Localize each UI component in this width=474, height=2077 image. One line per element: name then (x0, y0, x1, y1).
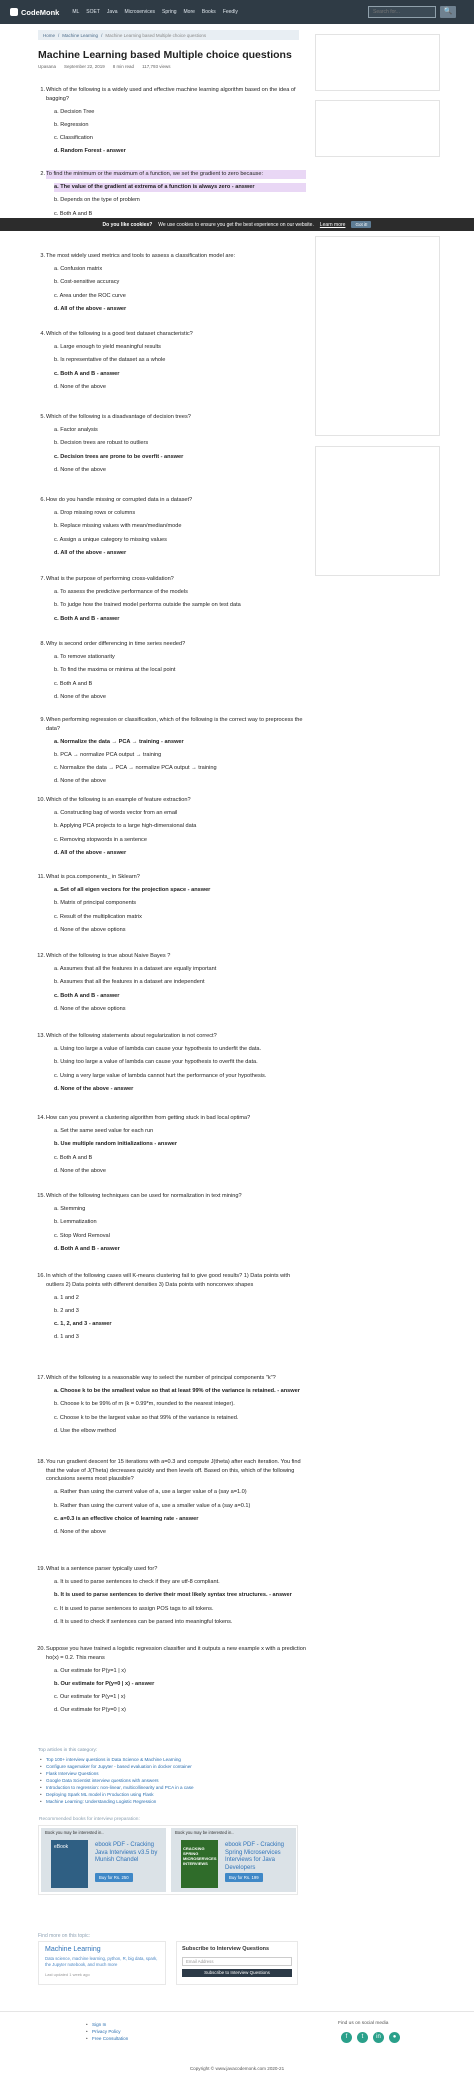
answer-option: d. None of the above (54, 1528, 106, 1535)
question-item (40, 252, 306, 313)
answer-option: c. Both A and B (54, 1154, 93, 1161)
question-item (40, 640, 306, 701)
answer-option: c. Both A and B - answer (54, 370, 120, 377)
nav-item-spring[interactable]: Spring (162, 9, 177, 15)
topic-updated: Last updated 1 week ago (45, 1972, 90, 1977)
answer-option: a. Constructing bag of words vector from an email (54, 810, 178, 817)
github-icon[interactable]: ● (389, 2032, 400, 2043)
nav-item-soet[interactable]: SOET (86, 9, 100, 15)
question-text: To find the minimum or the maximum of a function, we set the gradient to zero because: (46, 170, 306, 179)
topic-description: Data science, machine learning, python, R, big data, spark, the Jupyter notebook, and much more (45, 1956, 158, 1967)
question-text: Which of the following is a good test dataset characteristic? (46, 331, 193, 337)
answer-option: d. None of the above (54, 778, 106, 785)
recommended-title: Recommended books for interview preparation: (39, 1817, 140, 1822)
question-text: Which of the following is an example of feature extraction? (46, 797, 191, 803)
breadcrumb-current: Machine Learning based Multiple choice questions (105, 32, 207, 38)
buy-button[interactable]: Buy for Rs. 199 (225, 1873, 263, 1882)
linkedin-icon[interactable]: in (373, 2032, 384, 2043)
question-number: 17. (37, 1375, 45, 1381)
nav-item-feedly[interactable]: Feedly (222, 9, 238, 15)
question-text: In which of the following cases will K-means clustering fail to give good results? 1) Data points with outliers 2) Data points with different densities 3) Data points with nonconvex shapes (46, 1273, 291, 1288)
related-link[interactable]: • Deploying Spark ML model in Production using Flask (38, 1791, 298, 1798)
question-text: What is pca.components_ in Sklearn? (46, 874, 140, 880)
question-number: 19. (37, 1566, 45, 1572)
copyright: Copyright © www.javacodemonk.com 2020-21 (189, 2066, 285, 2071)
question-number: 16. (37, 1273, 45, 1279)
book-card[interactable] (171, 1828, 296, 1892)
answer-option: b. Applying PCA projects to a large high-dimensional data (54, 823, 197, 830)
footer (0, 2011, 474, 2077)
question-item (37, 1458, 306, 1537)
question-text: How do you handle missing or corrupted data in a dataset? (46, 497, 193, 503)
nav-item-books[interactable]: Books (201, 9, 216, 15)
find-more-title: Find more on this topic: (38, 1933, 90, 1939)
answer-option: b. PCA → normalize PCA output → training (54, 751, 162, 758)
answer-option: a. Stemming (54, 1206, 86, 1213)
answer-option: b. Choose k to be 99% of m (k = 0.99*m, rounded to the nearest integer). (54, 1401, 235, 1408)
book-title[interactable]: ebook PDF - Cracking Java Interviews v3.5 by Munish Chandel (95, 1842, 158, 1863)
question-item (37, 1114, 306, 1175)
question-text: When performing regression or classification, which of the following is the correct way to preprocess the data? (46, 717, 303, 732)
answer-option: b. It is used to parse sentences to derive their most likely syntax tree structures. - answer (54, 1592, 292, 1599)
sidebar-ad-1 (315, 34, 440, 91)
question-text: What is the purpose of performing cross-validation? (46, 576, 174, 582)
question-number: 13. (37, 1033, 45, 1039)
answer-option: d. None of the above (54, 466, 106, 473)
question-number: 20. (37, 1646, 45, 1652)
question-text: Which of the following techniques can be used for normalization in text mining? (46, 1193, 242, 1199)
answer-option: d. Both A and B - answer (54, 1245, 120, 1252)
question-item (37, 796, 306, 857)
topic-title[interactable]: Machine Learning (45, 1946, 101, 1953)
answer-option: b. Assumes that all the features in a dataset are independent (54, 979, 205, 986)
question-number: 9. (40, 717, 45, 723)
subscribe-box (176, 1941, 298, 1985)
search-input[interactable] (368, 6, 436, 18)
question-text: What is a sentence parser typically used for? (46, 1566, 158, 1572)
question-number: 6. (40, 497, 45, 503)
question-number: 2. (40, 171, 45, 177)
related-link[interactable]: • Google Data Scientist interview questions with answers (38, 1777, 298, 1784)
answer-option: a. Factor analysis (54, 427, 98, 434)
answer-option: c. Our estimate for P(y=1 | x) (54, 1694, 126, 1701)
question-text: Which of the following statements about regularization is not correct? (46, 1033, 217, 1039)
answer-option: d. It is used to check if sentences can be parsed into meaningful tokens. (54, 1618, 233, 1625)
question-number: 1. (40, 87, 45, 93)
answer-option: d. All of the above - answer (54, 305, 127, 312)
question-item (37, 1565, 306, 1626)
question-item (37, 1032, 306, 1093)
question-item (37, 1645, 306, 1715)
answer-option: b. Cost-sensitive accuracy (54, 279, 120, 286)
breadcrumb-category[interactable]: Machine Learning (62, 32, 99, 38)
cookie-heading: Do you like cookies? (102, 221, 153, 228)
footer-link-consultation[interactable]: • Free Consultation (86, 2035, 128, 2042)
book-card-header: Book you may be interested in.. (175, 1830, 234, 1835)
answer-option: c. Assign a unique category to missing values (54, 536, 167, 543)
question-item (40, 330, 306, 391)
twitter-icon[interactable]: t (357, 2032, 368, 2043)
answer-option: d. 1 and 3 (54, 1334, 79, 1341)
answer-option: c. Choose k to be the largest value so that 99% of the variance is retained. (54, 1414, 239, 1421)
question-text: Which of the following is a reasonable way to select the number of principal components "k"? (46, 1375, 276, 1381)
question-number: 14. (37, 1115, 45, 1121)
social-title: Find us on social media (338, 2021, 389, 2026)
view-count: 117,793 views (142, 64, 171, 69)
answer-option: a. Normalize the data → PCA → training - answer (54, 738, 184, 745)
page-title: Machine Learning based Multiple choice questions (38, 49, 292, 61)
question-item (37, 1192, 306, 1253)
answer-option: d. None of the above (54, 383, 106, 390)
answer-option: a. Large enough to yield meaningful results (54, 344, 161, 351)
question-number: 18. (37, 1459, 45, 1465)
related-link[interactable]: • Introduction to regression: non-linear, multicollinearity and PCA in a case (38, 1784, 298, 1791)
answer-option: a. To assess the predictive performance of the models (54, 589, 188, 596)
question-number: 12. (37, 953, 45, 959)
question-text: Which of the following is a widely used and effective machine learning algorithm based on the idea of bagging? (46, 87, 296, 102)
sidebar-ad-4 (315, 446, 440, 576)
book-cover-image (181, 1840, 218, 1888)
recommended-books (38, 1817, 298, 1895)
logo-icon (10, 8, 18, 16)
related-title: Top articles in this category: (38, 1748, 98, 1753)
footer-link-signin[interactable]: • Sign In (86, 2021, 128, 2028)
question-text: Which of the following is true about Naive Bayes ? (46, 953, 171, 959)
answer-option: a. Decision Tree (54, 108, 95, 115)
answer-option: b. Replace missing values with mean/median/mode (54, 523, 182, 530)
answer-option: a. Our estimate for P(y=1 | x) (54, 1667, 126, 1674)
answer-option: a. Set of all eigen vectors for the projection space - answer (54, 887, 211, 894)
article-meta (38, 64, 171, 69)
answer-option: c. Normalize the data → PCA → normalize PCA output → training (54, 765, 217, 772)
related-link[interactable]: • Machine Learning: Understanding Logistic Regression (38, 1798, 298, 1805)
related-link[interactable]: • Top 100+ interview questions in Data Science & Machine Learning (38, 1756, 298, 1763)
breadcrumb: Home / Machine Learning / Machine Learning based Multiple choice questions (38, 30, 299, 40)
footer-link-privacy[interactable]: • Privacy Policy (86, 2028, 128, 2035)
question-text: You run gradient descent for 15 iterations with a=0.3 and compute J(theta) after each iteration. You find that the value of J(Theta) decreases quickly and then levels off. Based on this, which of the following conclusions seems most plausible? (46, 1459, 301, 1483)
answer-option: b. Our estimate for P(y=0 | x) - answer (54, 1680, 155, 1687)
answer-option: d. All of the above - answer (54, 549, 127, 556)
answer-option: b. Using too large a value of lambda can cause your hypothesis to overfit the data. (54, 1059, 258, 1066)
question-number: 10. (37, 797, 45, 803)
question-item (37, 1272, 306, 1342)
answer-option: b. Rather than using the current value of a, use a smaller value of a (say a=0.1) (54, 1502, 251, 1509)
answer-option: c. Using a very large value of lambda cannot hurt the performance of your hypothesis. (54, 1072, 267, 1079)
read-time: 8 min read (112, 64, 135, 69)
book-cover-label: CRACKING SPRING MICROSERVICES INTERVIEWS (183, 1846, 217, 1866)
answer-option: d. Use the elbow method (54, 1427, 116, 1434)
question-item (40, 575, 306, 623)
book-cover-image (51, 1840, 88, 1888)
author-name[interactable]: Upasana (38, 64, 57, 69)
answer-option: a. 1 and 2 (54, 1294, 79, 1301)
search-button[interactable] (440, 6, 456, 18)
answer-option: b. Depends on the type of problem (54, 197, 140, 204)
answer-option: c. Classification (54, 135, 93, 142)
answer-option: b. To find the maxima or minima at the local point (54, 667, 176, 674)
book-cover-label: eBook (54, 1844, 69, 1850)
answer-option: a. Confusion matrix (54, 266, 103, 273)
answer-option: d. Our estimate for P(y=0 | x) (54, 1707, 126, 1714)
answer-option: d. All of the above - answer (54, 849, 127, 856)
subscribe-button[interactable]: Subscribe to Interview Questions (182, 1969, 292, 1977)
question-item (40, 413, 306, 474)
question-text: Suppose you have trained a logistic regression classifier and it outputs a new example x with a prediction ho(x) = 0.2. This means (46, 1646, 306, 1661)
question-item (37, 873, 306, 934)
cookie-banner (0, 218, 474, 231)
answer-option: d. Random Forest - answer (54, 148, 126, 155)
question-text: How can you prevent a clustering algorithm from getting stuck in bad local optima? (46, 1115, 251, 1121)
question-item (40, 86, 306, 156)
publish-date: September 22, 2019 (64, 64, 105, 69)
related-link[interactable]: • Configure sagemaker for Jupyter - based evaluation in docker container (38, 1763, 298, 1770)
site-logo[interactable]: CodeMonk (10, 8, 59, 17)
answer-option: c. Result of the multiplication matrix (54, 913, 142, 920)
answer-option: b. Decision trees are robust to outliers (54, 440, 149, 447)
question-item (37, 1374, 306, 1435)
cookie-text: We use cookies to ensure you get the best experience on our website. (158, 221, 314, 228)
answer-option: b. Regression (54, 121, 89, 128)
book-card-header: Book you may be interested in.. (45, 1830, 104, 1835)
answer-option: a. Assumes that all the features in a dataset are equally important (54, 966, 217, 973)
answer-option: a. Choose k to be the smallest value so that at least 99% of the variance is retained. - answer (54, 1388, 300, 1395)
nav-item-java[interactable]: Java (106, 9, 118, 15)
answer-option: a. It is used to parse sentences to check if they are utf-8 compliant. (54, 1579, 220, 1586)
question-item (37, 952, 306, 1013)
sidebar-ad-2 (315, 100, 440, 157)
answer-option: a. Using too large a value of lambda can cause your hypothesis to underfit the data. (54, 1046, 262, 1053)
buy-button[interactable]: Buy for Rs. 250 (95, 1873, 133, 1882)
cookie-learn-more-link[interactable]: Learn more (319, 221, 346, 228)
related-articles (38, 1747, 298, 1805)
answer-option: a. Rather than using the current value of a, use a larger value of a (say a=1.0) (54, 1489, 247, 1496)
answer-option: c. 1, 2, and 3 - answer (54, 1321, 112, 1328)
answer-option: b. Lemmatization (54, 1219, 97, 1226)
nav-item-microservices[interactable]: Microservices (124, 9, 156, 15)
answer-option: b. Is representative of the dataset as a whole (54, 357, 166, 364)
answer-option: d. None of the above (54, 1167, 106, 1174)
answer-option: c. Removing stopwords in a sentence (54, 836, 147, 843)
book-card[interactable] (41, 1828, 166, 1892)
email-field[interactable]: Email Address (182, 1957, 292, 1966)
footer-links (86, 2021, 128, 2042)
question-number: 4. (40, 331, 45, 337)
answer-option: d. None of the above (54, 693, 106, 700)
question-item (40, 716, 306, 786)
answer-option: a. Drop missing rows or columns (54, 510, 136, 517)
answer-option: a. The value of the gradient at extrema of a function is always zero - answer (54, 183, 306, 192)
question-number: 8. (40, 641, 45, 647)
question-number: 11. (37, 874, 45, 880)
answer-option: c. Both A and B (54, 680, 93, 687)
search-icon: 🔍 (443, 8, 453, 15)
answer-option: a. To remove stationarity (54, 654, 115, 661)
answer-option: d. None of the above options (54, 926, 126, 933)
question-number: 7. (40, 576, 45, 582)
answer-option: d. None of the above options (54, 1005, 126, 1012)
subscribe-title: Subscribe to Interview Questions (182, 1946, 270, 1952)
answer-option: c. Stop Word Removal (54, 1232, 110, 1239)
cookie-accept-button[interactable]: Got it! (351, 221, 371, 228)
answer-option: c. It is used to parse sentences to assign POS tags to all tokens. (54, 1605, 214, 1612)
answer-option: d. None of the above - answer (54, 1085, 134, 1092)
answer-option: a. Set the same seed value for each run (54, 1128, 154, 1135)
question-number: 3. (40, 253, 45, 259)
answer-option: c. Area under the ROC curve (54, 292, 126, 299)
answer-option: c. Decision trees are prone to be overfit - answer (54, 453, 184, 460)
answer-option: b. 2 and 3 (54, 1307, 79, 1314)
related-link[interactable]: • Flask Interview Questions (38, 1770, 298, 1777)
nav-item-ml[interactable]: ML (72, 9, 80, 15)
answer-option: b. Use multiple random initializations - answer (54, 1141, 178, 1148)
breadcrumb-home[interactable]: Home (43, 32, 56, 38)
answer-option: c. Both A and B (54, 210, 93, 217)
answer-option: c. Both A and B - answer (54, 992, 120, 999)
topic-card[interactable] (38, 1941, 166, 1985)
question-text: Which of the following is a disadvantage of decision trees? (46, 414, 191, 420)
answer-option: c. Both A and B - answer (54, 615, 120, 622)
question-text: The most widely used metrics and tools to assess a classification model are: (46, 253, 236, 259)
question-text: Why is second order differencing in time series needed? (46, 641, 186, 647)
question-item (40, 496, 306, 557)
question-number: 15. (37, 1193, 45, 1199)
answer-option: b. Matrix of principal components (54, 900, 137, 907)
facebook-icon[interactable]: f (341, 2032, 352, 2043)
sidebar-ad-3 (315, 236, 440, 436)
answer-option: c. a=0.3 is an effective choice of learning rate - answer (54, 1515, 199, 1522)
answer-option: b. To judge how the trained model performs outside the sample on test data (54, 602, 241, 609)
book-title[interactable]: ebook PDF - Cracking Spring Microservices Interviews for Java Developers (225, 1842, 285, 1871)
question-number: 5. (40, 414, 45, 420)
nav-item-more[interactable]: More (183, 9, 195, 15)
